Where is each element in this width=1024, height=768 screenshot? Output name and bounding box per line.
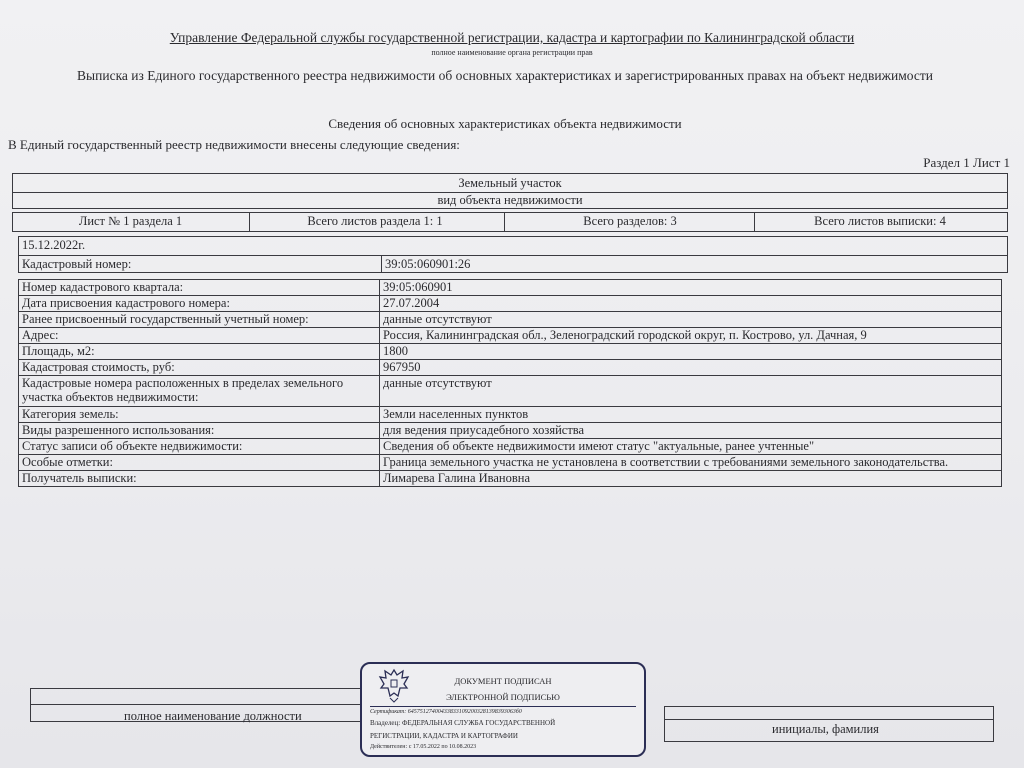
table-row xyxy=(19,455,1002,471)
field-value: 967950 xyxy=(380,360,1002,376)
document-title: Выписка из Единого государственного реестра недвижимости об основных характеристиках и зарегистрированных правах на объект недвижимости xyxy=(77,68,933,83)
stamp-title: ДОКУМЕНТ ПОДПИСАН xyxy=(454,676,552,686)
field-label: Номер кадастрового квартала: xyxy=(19,280,380,296)
sheet-number: Лист № 1 раздела 1 xyxy=(78,214,183,228)
field-value: Россия, Калининградская обл., Зеленоградский городской округ, п. Кострово, ул. Дачная, 9 xyxy=(380,328,1002,344)
table-row xyxy=(19,471,1002,487)
total-sections: Всего разделов: 3 xyxy=(583,214,677,228)
cadastral-number-value: 39:05:060901:26 xyxy=(385,257,471,271)
total-section-sheets: Всего листов раздела 1: 1 xyxy=(307,214,443,228)
field-label: Дата присвоения кадастрового номера: xyxy=(19,296,380,312)
field-label: Кадастровая стоимость, руб: xyxy=(19,360,380,376)
table-row xyxy=(19,423,1002,439)
intro-text: В Единый государственный реестр недвижимости внесены следующие сведения: xyxy=(8,137,460,152)
table-row xyxy=(19,280,1002,296)
object-type: Земельный участок xyxy=(458,176,562,190)
cadastral-number-label: Кадастровый номер: xyxy=(22,257,132,271)
double-headed-eagle-icon xyxy=(376,666,412,709)
extract-date: 15.12.2022г. xyxy=(22,238,86,252)
field-label: Особые отметки: xyxy=(19,455,380,471)
org-name: Управление Федеральной службы государственной регистрации, кадастра и картографии по Калининградской области xyxy=(169,30,855,45)
field-value: Сведения об объекте недвижимости имеют статус "актуальные, ранее учтенные" xyxy=(380,439,1002,455)
field-value: данные отсутствуют xyxy=(380,312,1002,328)
stamp-validity: Действителен: с 17.05.2022 по 10.08.2023 xyxy=(370,744,477,750)
stamp-owner-cont: РЕГИСТРАЦИИ, КАДАСТРА И КАРТОГРАФИИ xyxy=(370,732,518,740)
electronic-signature-stamp xyxy=(360,662,646,757)
field-value: 1800 xyxy=(380,344,1002,360)
position-caption: полное наименование должности xyxy=(124,709,302,723)
table-row xyxy=(19,312,1002,328)
object-type-caption: вид объекта недвижимости xyxy=(437,193,583,207)
field-label: Адрес: xyxy=(19,328,380,344)
sheet-info-row xyxy=(12,212,1008,232)
cadastral-block xyxy=(18,236,1008,273)
name-caption: инициалы, фамилия xyxy=(772,722,879,736)
stamp-subtitle: ЭЛЕКТРОННОЙ ПОДПИСЬЮ xyxy=(446,692,560,702)
table-row xyxy=(19,296,1002,312)
field-label: Площадь, м2: xyxy=(19,344,380,360)
field-value: Лимарева Галина Ивановна xyxy=(380,471,1002,487)
field-value: данные отсутствуют xyxy=(380,376,1002,407)
section-sheet-label: Раздел 1 Лист 1 xyxy=(923,155,1010,170)
object-type-box xyxy=(12,173,1008,209)
characteristics-table xyxy=(18,279,1002,487)
stamp-certificate: Сертификат: 645751274004338331092003281398393063б0 xyxy=(370,709,522,715)
field-label: Категория земель: xyxy=(19,407,380,423)
table-row xyxy=(19,376,1002,407)
stamp-owner: Владелец: ФЕДЕРАЛЬНАЯ СЛУЖБА ГОСУДАРСТВЕННОЙ xyxy=(370,719,556,727)
table-row xyxy=(19,328,1002,344)
total-extract-sheets: Всего листов выписки: 4 xyxy=(814,214,946,228)
section-title: Сведения об основных характеристиках объекта недвижимости xyxy=(328,116,682,131)
org-caption: полное наименование органа регистрации прав xyxy=(431,48,593,57)
field-label: Виды разрешенного использования: xyxy=(19,423,380,439)
field-value: Земли населенных пунктов xyxy=(380,407,1002,423)
field-label: Получатель выписки: xyxy=(19,471,380,487)
field-value: 39:05:060901 xyxy=(380,280,1002,296)
table-row xyxy=(19,407,1002,423)
field-value: 27.07.2004 xyxy=(380,296,1002,312)
field-label: Ранее присвоенный государственный учетный номер: xyxy=(19,312,380,328)
field-label: Статус записи об объекте недвижимости: xyxy=(19,439,380,455)
table-row xyxy=(19,344,1002,360)
field-value: для ведения приусадебного хозяйства xyxy=(380,423,1002,439)
field-label: Кадастровые номера расположенных в пределах земельного участка объектов недвижимости: xyxy=(19,376,380,407)
table-row xyxy=(19,439,1002,455)
table-row xyxy=(19,360,1002,376)
field-value: Граница земельного участка не установлена в соответствии с требованиями земельного законодательства. xyxy=(380,455,1002,471)
